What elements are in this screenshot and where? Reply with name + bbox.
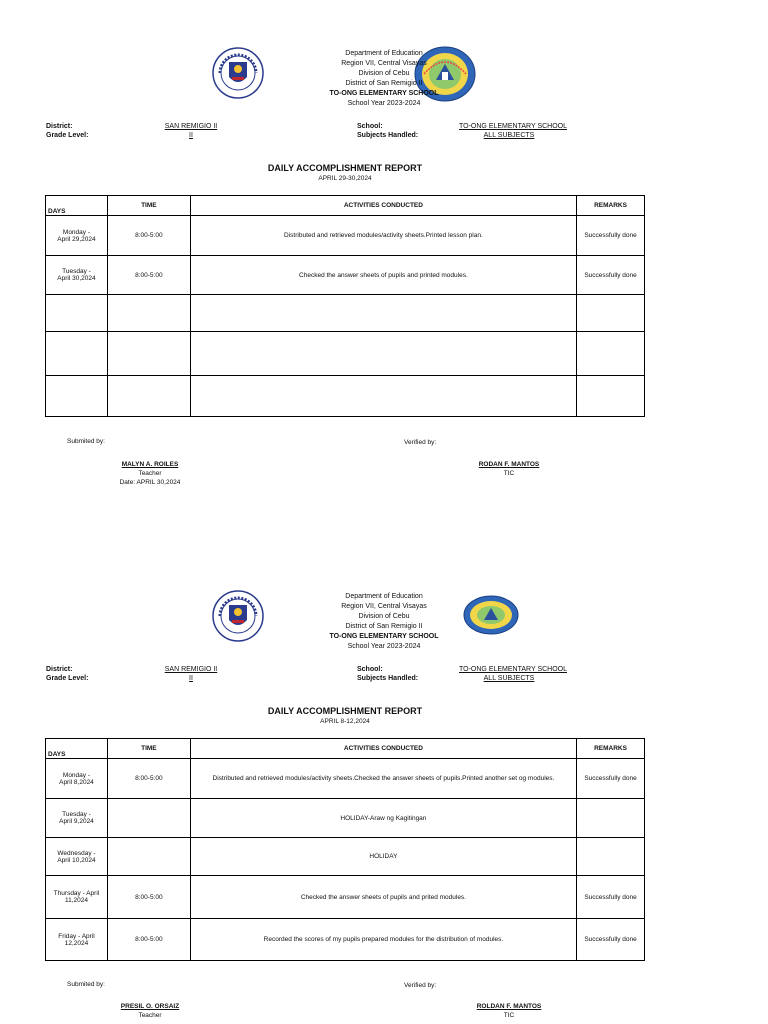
table-row bbox=[46, 256, 645, 295]
school-label: School: bbox=[357, 123, 383, 130]
cell-activity bbox=[190, 332, 576, 376]
cell-day: Tuesday - April 30,2024 bbox=[46, 256, 108, 295]
verifier-role: TIC bbox=[503, 470, 515, 477]
table-row bbox=[46, 799, 645, 838]
district-value: SAN REMIGIO II bbox=[164, 666, 218, 673]
accomplishment-table bbox=[45, 195, 645, 417]
submitter-name: PRESIL O. ORSAIZ bbox=[120, 1003, 180, 1010]
report-date-range: APRIL 29-30,2024 bbox=[318, 175, 372, 182]
verifier-block bbox=[459, 460, 559, 478]
cell-day: Monday - April 29,2024 bbox=[46, 216, 108, 256]
submitted-by-label: Submited by: bbox=[67, 981, 105, 988]
letterhead-school: TO-ONG ELEMENTARY SCHOOL bbox=[329, 633, 439, 640]
cell-remarks bbox=[577, 295, 645, 332]
school-value: TO-ONG ELEMENTARY SCHOOL bbox=[459, 666, 568, 673]
cell-remarks: Successfully done bbox=[577, 256, 645, 295]
letterhead bbox=[0, 49, 768, 109]
cell-remarks: Successfully done bbox=[577, 216, 645, 256]
cell-remarks: Successfully done bbox=[577, 876, 645, 919]
table-row bbox=[46, 876, 645, 919]
table-row bbox=[46, 759, 645, 799]
verifier-name: ROLDAN F. MANTOS bbox=[476, 1003, 542, 1010]
letterhead-school: TO-ONG ELEMENTARY SCHOOL bbox=[329, 90, 439, 97]
cell-day: Tuesday - April 9,2024 bbox=[46, 799, 108, 838]
cell-activity: Distributed and retrieved modules/activity sheets.Checked the answer sheets of pupils.Printed another set og modules. bbox=[190, 759, 576, 799]
cell-time bbox=[107, 332, 190, 376]
grade-label: Grade Level: bbox=[46, 675, 89, 682]
header-activities: ACTIVITIES CONDUCTED bbox=[190, 739, 576, 759]
table-header-row bbox=[46, 739, 645, 759]
report-1 bbox=[0, 0, 768, 500]
cell-remarks bbox=[577, 838, 645, 876]
cell-day: Wednesday - April 10,2024 bbox=[46, 838, 108, 876]
letterhead-line-3: Division of Cebu bbox=[358, 70, 410, 77]
cell-time: 8:00-5:00 bbox=[107, 876, 190, 919]
cell-activity: HOLIDAY-Araw ng Kagitingan bbox=[190, 799, 576, 838]
cell-activity: Recorded the scores of my pupils prepared modules for the distribution of modules. bbox=[190, 919, 576, 961]
subjects-value: ALL SUBJECTS bbox=[483, 675, 535, 682]
submitted-by-label: Submited by: bbox=[67, 438, 105, 445]
cell-activity: HOLIDAY bbox=[190, 838, 576, 876]
cell-time: 8:00-5:00 bbox=[107, 919, 190, 961]
cell-activity: Checked the answer sheets of pupils and prited modules. bbox=[190, 876, 576, 919]
submitter-role: Teacher bbox=[138, 1012, 162, 1019]
submitter-block bbox=[100, 1002, 200, 1020]
submit-date: Date: APRIL 30,2024 bbox=[119, 479, 181, 486]
cell-time: 8:00-5:00 bbox=[107, 759, 190, 799]
district-label: District: bbox=[46, 123, 73, 130]
cell-day: Friday - April 12,2024 bbox=[46, 919, 108, 961]
header-remarks: REMARKS bbox=[577, 196, 645, 216]
letterhead bbox=[0, 592, 768, 652]
cell-time: 8:00-5:00 bbox=[107, 216, 190, 256]
cell-time: 8:00-5:00 bbox=[107, 256, 190, 295]
letterhead-line-1: Department of Education bbox=[345, 593, 423, 600]
verifier-role: TIC bbox=[503, 1012, 515, 1019]
letterhead-line-1: Department of Education bbox=[345, 50, 423, 57]
letterhead-line-4: District of San Remigio II bbox=[345, 623, 423, 630]
subjects-label: Subjects Handled: bbox=[357, 132, 419, 139]
letterhead-line-3: Division of Cebu bbox=[358, 613, 410, 620]
header-days: DAYS bbox=[46, 196, 108, 216]
cell-day: Thursday - April 11,2024 bbox=[46, 876, 108, 919]
cell-activity: Checked the answer sheets of pupils and printed modules. bbox=[190, 256, 576, 295]
district-value: SAN REMIGIO II bbox=[164, 123, 218, 130]
letterhead-school-year: School Year 2023-2024 bbox=[347, 100, 421, 107]
accomplishment-table bbox=[45, 738, 645, 961]
verifier-name: RODAN F. MANTOS bbox=[478, 461, 540, 468]
submitter-block bbox=[100, 460, 200, 487]
subjects-label: Subjects Handled: bbox=[357, 675, 419, 682]
header-time: TIME bbox=[107, 739, 190, 759]
table-header-row bbox=[46, 196, 645, 216]
grade-value: II bbox=[189, 675, 193, 682]
cell-activity bbox=[190, 376, 576, 417]
header-activities: ACTIVITIES CONDUCTED bbox=[190, 196, 576, 216]
report-2 bbox=[0, 543, 768, 1024]
cell-time bbox=[107, 799, 190, 838]
cell-remarks bbox=[577, 332, 645, 376]
report-title: DAILY ACCOMPLISHMENT REPORT bbox=[267, 163, 423, 173]
verified-by-label: Verified by: bbox=[404, 439, 437, 446]
cell-day bbox=[46, 376, 108, 417]
cell-remarks bbox=[577, 799, 645, 838]
report-title: DAILY ACCOMPLISHMENT REPORT bbox=[267, 706, 423, 716]
cell-day bbox=[46, 332, 108, 376]
cell-time bbox=[107, 838, 190, 876]
cell-remarks: Successfully done bbox=[577, 919, 645, 961]
table-row bbox=[46, 376, 645, 417]
table-row bbox=[46, 332, 645, 376]
verifier-block bbox=[459, 1002, 559, 1020]
district-label: District: bbox=[46, 666, 73, 673]
subjects-value: ALL SUBJECTS bbox=[483, 132, 535, 139]
letterhead-line-2: Region VII, Central Visayas bbox=[341, 60, 427, 67]
table-row bbox=[46, 216, 645, 256]
verified-by-label: Verified by: bbox=[404, 982, 437, 989]
header-days: DAYS bbox=[46, 739, 108, 759]
grade-label: Grade Level: bbox=[46, 132, 89, 139]
submitter-name: MALYN A. ROILES bbox=[121, 461, 179, 468]
cell-day bbox=[46, 295, 108, 332]
table-row bbox=[46, 838, 645, 876]
letterhead-line-2: Region VII, Central Visayas bbox=[341, 603, 427, 610]
header-remarks: REMARKS bbox=[577, 739, 645, 759]
cell-activity: Distributed and retrieved modules/activity sheets.Printed lesson plan. bbox=[190, 216, 576, 256]
cell-day: Monday - April 8,2024 bbox=[46, 759, 108, 799]
report-date-range: APRIL 8-12,2024 bbox=[320, 718, 370, 725]
cell-time bbox=[107, 295, 190, 332]
cell-remarks: Successfully done bbox=[577, 759, 645, 799]
cell-time bbox=[107, 376, 190, 417]
submitter-role: Teacher bbox=[138, 470, 162, 477]
school-label: School: bbox=[357, 666, 383, 673]
table-row bbox=[46, 919, 645, 961]
cell-activity bbox=[190, 295, 576, 332]
grade-value: II bbox=[189, 132, 193, 139]
cell-remarks bbox=[577, 376, 645, 417]
letterhead-line-4: District of San Remigio II bbox=[345, 80, 423, 87]
letterhead-school-year: School Year 2023-2024 bbox=[347, 643, 421, 650]
header-time: TIME bbox=[107, 196, 190, 216]
school-value: TO-ONG ELEMENTARY SCHOOL bbox=[459, 123, 568, 130]
table-row bbox=[46, 295, 645, 332]
